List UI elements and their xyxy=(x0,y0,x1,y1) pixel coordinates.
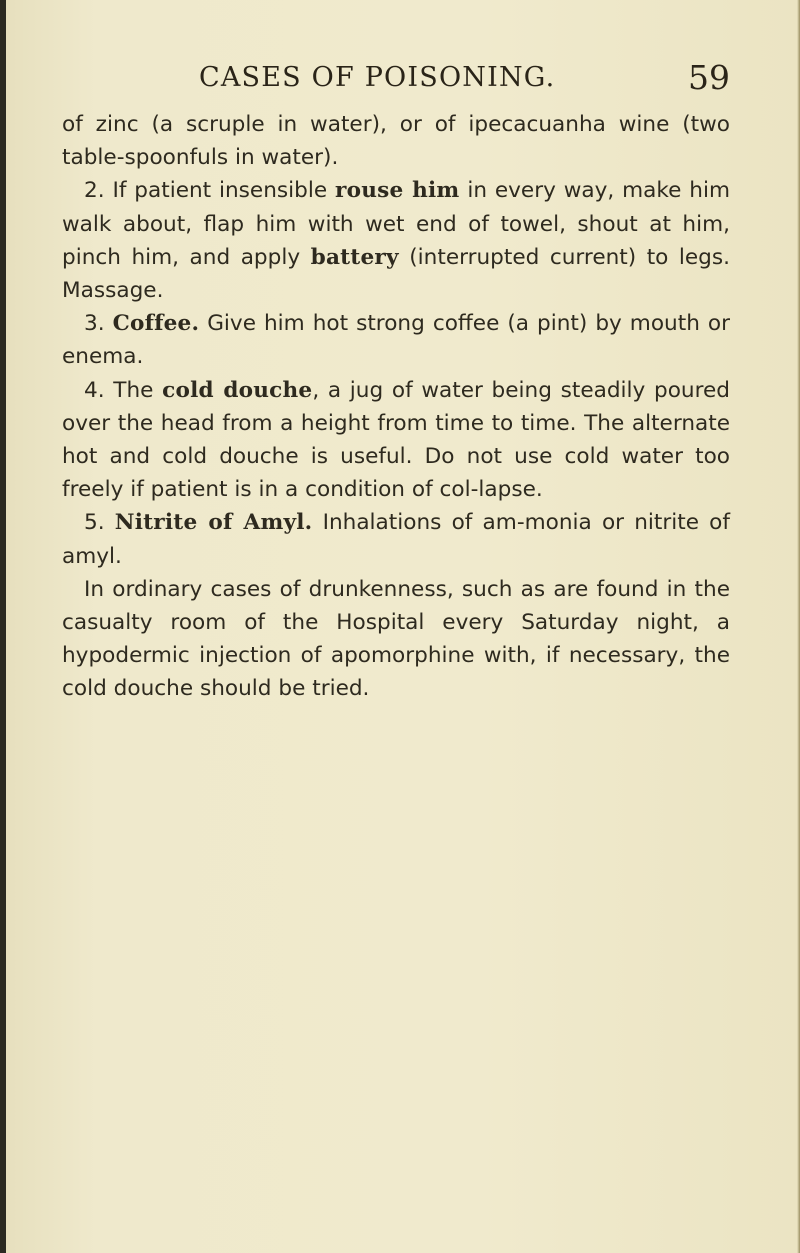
body-text xyxy=(62,108,730,706)
paragraph-closing xyxy=(62,573,730,706)
item-3-number: 3. xyxy=(84,311,105,337)
item-5-term-nitrite-of-amyl: Nitrite of Amyl. xyxy=(114,510,313,536)
item-4-text-before: The xyxy=(104,377,163,403)
item-4-text: , a jug of water being steadily poured over the head from a height from time to time. The alternate hot and cold douche is useful. Do not use cold water too freely if patient is in a condition of col-lapse. xyxy=(62,377,731,503)
item-3-term-coffee: Coffee. xyxy=(112,311,200,337)
item-2-term-rouse-him: rouse him xyxy=(335,178,460,204)
page-binding-edge xyxy=(0,0,6,1253)
item-4-term-cold-douche: cold douche xyxy=(162,377,313,403)
item-2-term-battery: battery xyxy=(310,244,399,270)
item-2-text-middle: in every way, make him walk about, flap him with wet end of towel, shout at him, pinch him, and apply xyxy=(62,178,731,270)
item-4-number: 4. xyxy=(84,377,105,403)
paragraph-item-3 xyxy=(62,307,730,373)
paragraph-item-5 xyxy=(62,506,730,572)
item-2-text-after: (interrupted current) to legs. Massage. xyxy=(62,244,730,304)
item-5-number: 5. xyxy=(84,510,105,536)
item-2-text-before: If patient insensible xyxy=(104,178,336,204)
paragraph-item-4 xyxy=(62,374,730,507)
item-5-text: Inhalations of am-monia or nitrite of amyl. xyxy=(62,510,730,569)
item-3-text: Give him hot strong coffee (a pint) by mouth or enema. xyxy=(62,311,730,370)
running-header xyxy=(62,58,730,102)
closing-text: In ordinary cases of drunkenness, such as are found in the casualty room of the Hospital every Saturday night, a hypodermic injection of apomorphine with, if necessary, the cold douche should be tried. xyxy=(62,576,730,702)
paragraph-item-2 xyxy=(62,174,730,307)
page-number: 59 xyxy=(688,58,730,97)
running-title: CASES OF POISONING. xyxy=(199,62,556,93)
item-2-number: 2. xyxy=(84,178,105,204)
paragraph-continuation: of zinc (a scruple in water), or of ipecacuanha wine (two table-spoonfuls in water). xyxy=(62,112,730,171)
